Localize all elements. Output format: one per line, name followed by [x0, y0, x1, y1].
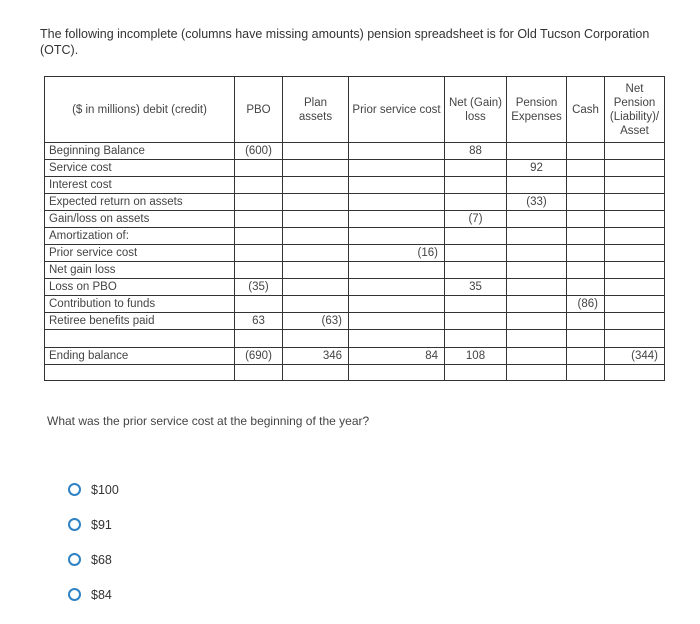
table-cell: (690): [235, 348, 283, 365]
header-row: [45, 77, 665, 143]
table-cell: [605, 245, 665, 262]
table-cell: [349, 228, 445, 245]
empty-cell: [605, 330, 665, 348]
table-cell: [567, 194, 605, 211]
question-text: What was the prior service cost at the beginning of the year?: [47, 414, 370, 428]
table-cell: [605, 160, 665, 177]
table-cell: [283, 228, 349, 245]
row-label: Net gain loss: [45, 262, 235, 279]
table-cell: [235, 262, 283, 279]
row-label: Interest cost: [45, 177, 235, 194]
table-cell: [283, 143, 349, 160]
row-label: Retiree benefits paid: [45, 313, 235, 330]
table-cell: [567, 279, 605, 296]
table-row: [45, 262, 665, 279]
radio-button[interactable]: [68, 588, 81, 601]
table-cell: [349, 279, 445, 296]
table-cell: [235, 160, 283, 177]
table-cell: [283, 245, 349, 262]
row-label: Beginning Balance: [45, 143, 235, 160]
table-cell: [283, 279, 349, 296]
table-cell: 108: [445, 348, 507, 365]
table-cell: [283, 177, 349, 194]
row-label: Expected return on assets: [45, 194, 235, 211]
header-cell: ($ in millions) debit (credit): [45, 77, 235, 143]
table-cell: [235, 211, 283, 228]
table-cell: [507, 228, 567, 245]
table-row: [45, 160, 665, 177]
table-cell: [507, 279, 567, 296]
table-cell: [605, 211, 665, 228]
radio-button[interactable]: [68, 518, 81, 531]
row-label: Prior service cost: [45, 245, 235, 262]
header-cell: Pension Expenses: [507, 77, 567, 143]
table-cell: [283, 194, 349, 211]
table-cell: [445, 313, 507, 330]
table-cell: [567, 313, 605, 330]
table-cell: [567, 211, 605, 228]
empty-cell: [235, 330, 283, 348]
table-cell: [605, 279, 665, 296]
option-label: $68: [91, 552, 112, 567]
table-row: [45, 296, 665, 313]
table-cell: [283, 296, 349, 313]
table-cell: (344): [605, 348, 665, 365]
header-cell: Prior service cost: [349, 77, 445, 143]
row-label: Loss on PBO: [45, 279, 235, 296]
table-cell: [445, 160, 507, 177]
table-row: [45, 228, 665, 245]
table-cell: [235, 296, 283, 313]
table-cell: (16): [349, 245, 445, 262]
table-cell: 88: [445, 143, 507, 160]
empty-cell: [283, 365, 349, 381]
table-cell: [445, 228, 507, 245]
empty-cell: [567, 365, 605, 381]
table-row: [45, 177, 665, 194]
table-cell: [605, 296, 665, 313]
option-label: $84: [91, 587, 112, 602]
table-cell: [283, 160, 349, 177]
table-cell: [567, 143, 605, 160]
row-label: Service cost: [45, 160, 235, 177]
table-cell: 35: [445, 279, 507, 296]
table-cell: [445, 262, 507, 279]
empty-cell: [605, 365, 665, 381]
table-cell: [445, 296, 507, 313]
table-cell: [349, 177, 445, 194]
table-cell: [507, 211, 567, 228]
table-cell: [507, 348, 567, 365]
empty-cell: [445, 330, 507, 348]
row-label: Contribution to funds: [45, 296, 235, 313]
table-cell: [349, 262, 445, 279]
option-label: $91: [91, 517, 112, 532]
header-cell: PBO: [235, 77, 283, 143]
table-row: [45, 279, 665, 296]
table-cell: [605, 313, 665, 330]
table-cell: [235, 228, 283, 245]
empty-cell: [445, 365, 507, 381]
row-label: Gain/loss on assets: [45, 211, 235, 228]
row-label: Ending balance: [45, 348, 235, 365]
header-cell: Cash: [567, 77, 605, 143]
option-84[interactable]: [68, 577, 119, 612]
radio-button[interactable]: [68, 553, 81, 566]
table-cell: (86): [567, 296, 605, 313]
table-cell: [567, 177, 605, 194]
table-cell: [445, 245, 507, 262]
table-cell: [235, 194, 283, 211]
option-label: $100: [91, 482, 119, 497]
table-cell: [567, 348, 605, 365]
empty-cell: [349, 330, 445, 348]
table-cell: 92: [507, 160, 567, 177]
pension-spreadsheet: [44, 76, 665, 381]
table-cell: [605, 194, 665, 211]
radio-button[interactable]: [68, 483, 81, 496]
option-91[interactable]: [68, 507, 119, 542]
empty-cell: [45, 330, 235, 348]
table-row: [45, 143, 665, 160]
answer-options: [68, 472, 119, 612]
table-cell: [567, 160, 605, 177]
intro-text: The following incomplete (columns have missing amounts) pension spreadsheet is for Old Tucson Corporation (OTC).: [40, 27, 650, 57]
empty-cell: [235, 365, 283, 381]
table-cell: [567, 262, 605, 279]
table-cell: (33): [507, 194, 567, 211]
table-cell: [349, 296, 445, 313]
table-cell: [567, 228, 605, 245]
table-cell: (600): [235, 143, 283, 160]
table-cell: [349, 313, 445, 330]
table-cell: [349, 211, 445, 228]
table-row: [45, 194, 665, 211]
table-cell: [349, 160, 445, 177]
table-cell: [445, 194, 507, 211]
table-cell: [507, 296, 567, 313]
table-cell: 346: [283, 348, 349, 365]
empty-cell: [45, 365, 235, 381]
table-cell: [605, 143, 665, 160]
table-cell: 63: [235, 313, 283, 330]
empty-cell: [507, 330, 567, 348]
table-cell: [507, 245, 567, 262]
empty-cell: [567, 330, 605, 348]
table-cell: [567, 245, 605, 262]
table-cell: [507, 262, 567, 279]
table-row: [45, 313, 665, 330]
header-cell: Net Pension (Liability)/ Asset: [605, 77, 665, 143]
table-row: [45, 211, 665, 228]
table-cell: (35): [235, 279, 283, 296]
table-cell: [605, 262, 665, 279]
table-cell: [507, 143, 567, 160]
table-cell: [507, 177, 567, 194]
trailing-row: [45, 365, 665, 381]
table-cell: (7): [445, 211, 507, 228]
table-cell: [507, 313, 567, 330]
row-label: Amortization of:: [45, 228, 235, 245]
header-cell: Plan assets: [283, 77, 349, 143]
table-cell: [445, 177, 507, 194]
table-cell: [605, 177, 665, 194]
table-cell: [235, 245, 283, 262]
option-68[interactable]: [68, 542, 119, 577]
header-cell: Net (Gain) loss: [445, 77, 507, 143]
table-cell: [283, 211, 349, 228]
table-cell: [235, 177, 283, 194]
table-row: [45, 245, 665, 262]
spacer-row: [45, 330, 665, 348]
table-cell: 84: [349, 348, 445, 365]
option-100[interactable]: [68, 472, 119, 507]
table-cell: [349, 194, 445, 211]
empty-cell: [283, 330, 349, 348]
table-cell: [349, 143, 445, 160]
table-cell: [605, 228, 665, 245]
empty-cell: [507, 365, 567, 381]
empty-cell: [349, 365, 445, 381]
ending-balance-row: [45, 348, 665, 365]
table-cell: [283, 262, 349, 279]
table-cell: (63): [283, 313, 349, 330]
